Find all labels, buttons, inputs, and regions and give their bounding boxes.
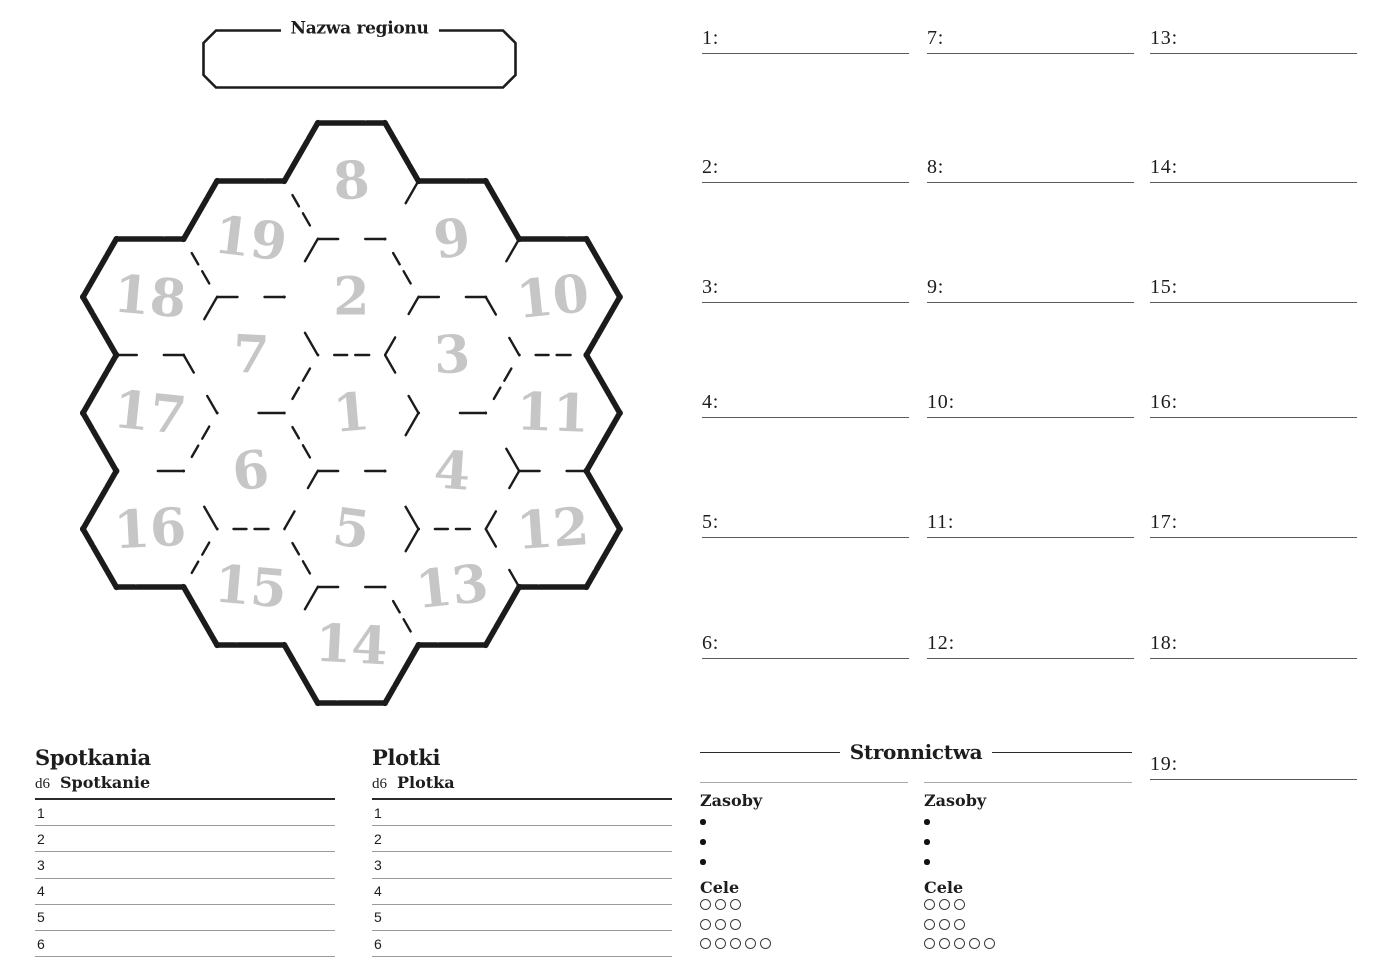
factions-title: Stronnictwa	[849, 740, 983, 764]
hex-inner-edge	[486, 355, 520, 414]
hex-entry-number: 19:	[1150, 753, 1178, 775]
table-row	[372, 852, 672, 878]
table-row	[35, 852, 335, 878]
goal-circle	[760, 938, 771, 949]
goal-circle	[939, 938, 950, 949]
hex-number: 13	[412, 552, 492, 622]
resource-bullet-row	[700, 832, 908, 852]
goal-circle-row	[700, 938, 908, 949]
resource-bullet-row	[924, 812, 1132, 832]
hex-map-border	[586, 471, 620, 530]
goal-circle	[700, 899, 711, 910]
hex-map-border	[83, 355, 117, 414]
goal-circle	[954, 899, 965, 910]
hex-inner-edge	[385, 181, 419, 240]
goal-circle	[969, 938, 980, 949]
goal-circle	[924, 899, 935, 910]
hex-inner-edge	[385, 355, 419, 414]
hex-inner-edge	[486, 413, 520, 472]
hex-entry-line	[927, 145, 1134, 183]
hex-inner-edge	[385, 471, 419, 530]
hex-number: 8	[331, 149, 372, 213]
hex-entry-number: 8:	[927, 156, 945, 178]
goal-circle	[730, 899, 741, 910]
hex-inner-edge	[385, 239, 419, 298]
hex-map-border	[586, 413, 620, 472]
goal-circle	[730, 919, 741, 930]
goal-circle	[715, 899, 726, 910]
goal-circle	[715, 938, 726, 949]
hex-inner-edge	[486, 297, 520, 356]
hex-entry-number: 16:	[1150, 391, 1178, 413]
factions-section	[700, 740, 1132, 958]
table-row	[35, 879, 335, 905]
die-column-header: d6	[35, 776, 50, 792]
hex-inner-edge	[184, 471, 218, 530]
resource-bullet-row	[700, 852, 908, 872]
hex-map-border	[284, 645, 318, 704]
hex-entry-line	[1150, 145, 1357, 183]
hex-map-border	[486, 181, 520, 240]
hex-entry-number: 13:	[1150, 27, 1178, 49]
hex-entry-number: 2:	[702, 156, 720, 178]
row-die-number: 2	[37, 830, 45, 847]
hex-entry-line	[927, 500, 1134, 538]
encounter-column-header: Spotkanie	[60, 773, 151, 792]
hex-entry-number: 12:	[927, 632, 955, 654]
hex-map-border	[586, 529, 620, 588]
hex-inner-edge	[284, 181, 318, 240]
goal-circle	[939, 899, 950, 910]
hex-number: 17	[110, 378, 190, 448]
hex-entry-number: 15:	[1150, 276, 1178, 298]
hex-entry-line	[1150, 621, 1357, 659]
hex-inner-edge	[486, 529, 520, 588]
resource-bullet	[700, 859, 706, 865]
row-die-number: 2	[374, 830, 382, 847]
hex-entry-number: 1:	[702, 27, 720, 49]
row-die-number: 6	[37, 935, 45, 952]
goal-circle	[954, 919, 965, 930]
hex-entry-line	[702, 265, 909, 303]
table-row	[35, 800, 335, 826]
hex-entry-line	[702, 500, 909, 538]
hex-entry-number: 6:	[702, 632, 720, 654]
hex-inner-edge	[184, 529, 218, 588]
goal-circle-row	[924, 899, 1132, 910]
hex-map-border	[486, 587, 520, 646]
encounters-title: Spotkania	[35, 745, 151, 770]
table-row	[372, 905, 672, 931]
hex-number: 12	[514, 496, 592, 562]
row-die-number: 3	[37, 856, 45, 873]
heading-rule-right	[992, 752, 1132, 753]
goal-circle-row	[924, 938, 1132, 949]
hex-map-border	[385, 123, 419, 182]
table-row	[35, 905, 335, 931]
hex-inner-edge	[284, 529, 318, 588]
hex-inner-edge	[284, 297, 318, 356]
faction-goals-label: Cele	[700, 878, 740, 897]
hex-entry-line	[927, 265, 1134, 303]
goal-circle	[745, 938, 756, 949]
hex-entry-line	[1150, 16, 1357, 54]
hex-entry-line	[927, 380, 1134, 418]
hex-inner-edge	[184, 355, 218, 414]
hex-number: 15	[211, 553, 290, 621]
rumors-table-header	[372, 770, 672, 800]
hex-entry-number: 11:	[927, 511, 955, 533]
hex-inner-edge	[385, 529, 419, 588]
resource-bullet	[924, 839, 930, 845]
factions-heading	[700, 740, 1132, 764]
hex-map-border	[586, 297, 620, 356]
hex-number: 4	[431, 439, 473, 503]
table-row	[372, 931, 672, 957]
hex-map-border	[83, 239, 117, 298]
hex-entry-number: 5:	[702, 511, 720, 533]
encounters-rows	[35, 800, 335, 957]
goal-circle	[715, 919, 726, 930]
rumors-title: Plotki	[372, 745, 441, 770]
hex-map-border	[586, 239, 620, 298]
row-die-number: 4	[37, 883, 45, 900]
hex-number: 2	[333, 266, 370, 328]
rumors-table	[372, 746, 672, 957]
hex-number: 1	[330, 381, 373, 445]
faction-column	[924, 776, 1132, 958]
row-die-number: 4	[374, 883, 382, 900]
hex-entry-line	[702, 380, 909, 418]
resource-bullet-row	[924, 852, 1132, 872]
hex-entry-number: 10:	[927, 391, 955, 413]
hex-number: 9	[429, 206, 475, 272]
hex-inner-edge	[486, 471, 520, 530]
goal-circle	[984, 938, 995, 949]
hex-map	[70, 100, 645, 718]
row-die-number: 6	[374, 935, 382, 952]
hex-entry-line	[927, 621, 1134, 659]
goal-circle	[924, 919, 935, 930]
faction-resources-label: Zasoby	[700, 791, 763, 810]
hex-entry-line	[927, 16, 1134, 54]
encounters-table	[35, 746, 335, 957]
goal-circle	[924, 938, 935, 949]
resource-bullet	[924, 859, 930, 865]
hex-number: 5	[329, 496, 374, 562]
faction-goals-label: Cele	[924, 878, 964, 897]
resource-bullet-row	[924, 832, 1132, 852]
resource-bullet-row	[700, 812, 908, 832]
faction-name-line	[924, 776, 1132, 783]
faction-name-line	[700, 776, 908, 783]
resource-bullet	[924, 819, 930, 825]
hex-entry-line	[1150, 500, 1357, 538]
rumor-column-header: Plotka	[397, 773, 455, 792]
hex-entry-line	[1150, 265, 1357, 303]
hex-inner-edge	[385, 297, 419, 356]
hex-number: 19	[211, 204, 291, 274]
die-column-header: d6	[372, 776, 387, 792]
hex-number: 3	[432, 323, 472, 387]
hex-entry-line	[1150, 380, 1357, 418]
hex-map-border	[83, 529, 117, 588]
goal-circle	[700, 919, 711, 930]
hex-number: 14	[313, 612, 390, 678]
table-row	[35, 826, 335, 852]
hex-entry-line	[702, 621, 909, 659]
row-die-number: 5	[37, 909, 45, 926]
heading-rule-left	[700, 752, 840, 753]
goal-circle	[730, 938, 741, 949]
faction-columns	[700, 776, 1132, 958]
hex-inner-edge	[385, 587, 419, 646]
hex-inner-edge	[284, 413, 318, 472]
hex-number: 6	[229, 438, 273, 504]
goal-circle-row	[924, 919, 1132, 930]
row-die-number: 3	[374, 856, 382, 873]
hex-map-border	[83, 413, 117, 472]
resource-bullet	[700, 819, 706, 825]
hex-inner-edge	[184, 297, 218, 356]
table-row	[372, 879, 672, 905]
goal-circle-row	[700, 919, 908, 930]
faction-column	[700, 776, 908, 958]
hex-inner-edge	[486, 239, 520, 298]
region-name-box	[202, 18, 517, 89]
hex-number: 10	[513, 262, 592, 332]
hex-inner-edge	[284, 355, 318, 414]
goal-circle-row	[700, 899, 908, 910]
hex-map-border	[184, 181, 218, 240]
hex-map-border	[83, 297, 117, 356]
hex-entry-number: 18:	[1150, 632, 1178, 654]
region-name-label: Nazwa regionu	[280, 19, 438, 39]
table-row	[372, 800, 672, 826]
hex-entry-line	[1150, 742, 1357, 780]
resource-bullet	[700, 839, 706, 845]
hex-number: 18	[111, 263, 189, 331]
hex-number: 16	[112, 496, 188, 562]
row-die-number: 1	[37, 804, 45, 821]
hex-entry-number: 14:	[1150, 156, 1178, 178]
table-row	[372, 826, 672, 852]
goal-circle	[954, 938, 965, 949]
hex-number: 11	[515, 381, 591, 445]
hex-entry-number: 4:	[702, 391, 720, 413]
table-row	[35, 931, 335, 957]
goal-circle	[700, 938, 711, 949]
hex-inner-edge	[184, 413, 218, 472]
row-die-number: 1	[374, 804, 382, 821]
hex-map-border	[385, 645, 419, 704]
goal-circle	[939, 919, 950, 930]
hex-entry-number: 9:	[927, 276, 945, 298]
hex-entry-number: 3:	[702, 276, 720, 298]
hex-entry-number: 17:	[1150, 511, 1178, 533]
hex-entry-number: 7:	[927, 27, 945, 49]
hex-inner-edge	[385, 413, 419, 472]
hex-map-border	[586, 355, 620, 414]
rumors-rows	[372, 800, 672, 957]
hex-map-border	[284, 123, 318, 182]
hex-entry-line	[702, 16, 909, 54]
hex-inner-edge	[284, 587, 318, 646]
hex-inner-edge	[284, 239, 318, 298]
hex-number: 7	[231, 323, 271, 387]
row-die-number: 5	[374, 909, 382, 926]
hex-entry-line	[702, 145, 909, 183]
hex-inner-edge	[284, 471, 318, 530]
hex-inner-edge	[184, 239, 218, 298]
hex-map-border	[184, 587, 218, 646]
encounters-table-header	[35, 770, 335, 800]
faction-resources-label: Zasoby	[924, 791, 987, 810]
